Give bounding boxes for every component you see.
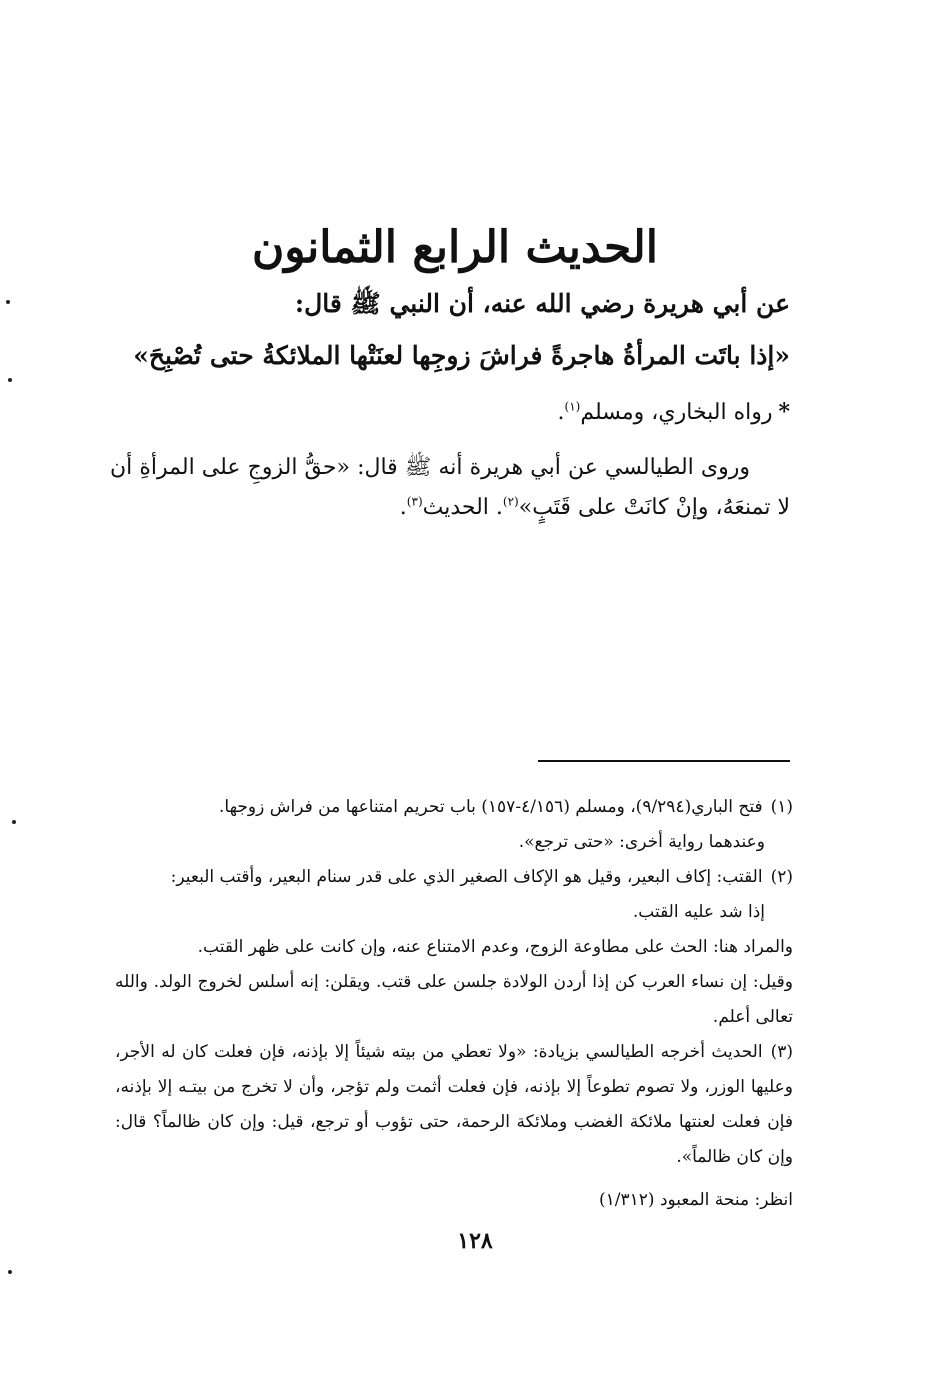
footnote-3 — [115, 1035, 793, 1175]
tayalisi-text: وروى الطيالسي عن أبي هريرة أنه ﷺ قال: «حقُّ الزوجِ على المرأةِ أن لا تمنعَهُ، وإنْ كانَتْ على قَتَبٍ» — [110, 455, 790, 520]
tayalisi-end: . — [399, 495, 407, 520]
footnote-1-line-1: فتح الباري(٩/٢٩٤)، ومسلم (٤/١٥٦-١٥٧) باب تحريم امتناعها من فراش زوجها. — [219, 797, 763, 817]
scan-speck — [8, 378, 12, 382]
narration-line — [100, 394, 790, 431]
tayalisi-mid: . الحديث — [422, 495, 503, 520]
footnote-3-number: (٣) — [770, 1042, 793, 1062]
scan-speck — [12, 820, 16, 824]
narration-end: . — [557, 400, 565, 425]
footnote-1-line-2: وعندهما رواية أخرى: «حتى ترجع». — [518, 832, 765, 852]
footnote-separator — [538, 760, 790, 762]
footnote-ref-3: (٣) — [406, 494, 423, 509]
footnote-1-number: (١) — [770, 797, 793, 817]
page-number: ١٢٨ — [457, 1228, 493, 1254]
hadith-intro: عن أبي هريرة رضي الله عنه، أن النبي ﷺ قال: — [294, 289, 790, 318]
footnote-2-paragraph-2: والمراد هنا: الحث على مطاوعة الزوج، وعدم الامتناع عنه، وإن كانت على ظهر القتب. — [197, 937, 793, 957]
footnote-2-line-1: القتب: إكاف البعير، وقيل هو الإكاف الصغير الذي على قدر سنام البعير، وأقتب البعير: — [170, 867, 763, 887]
hadith-title: الحديث الرابع الثمانون — [251, 222, 659, 273]
footnote-2-paragraph-3: وقيل: إن نساء العرب كن إذا أردن الولادة جلسن على قتب. ويقلن: إنه أسلس لخروج الولد. والله تعالى أعلم. — [115, 972, 793, 1027]
footnote-2 — [115, 860, 793, 1035]
scan-speck — [8, 1270, 12, 1274]
footnote-2-number: (٢) — [770, 867, 793, 887]
star-marker: * — [778, 399, 790, 425]
footnote-ref-2: (٢) — [502, 494, 519, 509]
tayalisi-paragraph — [110, 448, 790, 528]
footnote-1 — [115, 790, 793, 860]
scan-speck — [6, 300, 10, 304]
narration-text: رواه البخاري، ومسلم — [580, 400, 773, 425]
footnote-2-line-2: إذا شد عليه القتب. — [632, 902, 765, 922]
hadith-text: «إذا باتَت المرأةُ هاجرةً فراشَ زوجِها لعنَتْها الملائكةُ حتى تُصْبِحَ» — [133, 341, 790, 370]
footnotes-section — [115, 790, 793, 1218]
footnote-reference-look: انظر: منحة المعبود (١/٣١٢) — [599, 1190, 793, 1210]
footnote-ref-1: (١) — [564, 399, 581, 414]
footnote-3-text: الحديث أخرجه الطيالسي بزيادة: «ولا تعطي من بيته شيئاً إلا بإذنه، فإن فعلت كان له الأجر، وعليها الوزر، ولا تصوم تطوعاً إلا بإذنه، فإن فعلت أثمت ولم تؤجر، وأن لا تخرج من بيتـه إلا بإذنه، فإن فعلت لعنتها ملائكة الغضب وملائكة الرحمة، حتى تؤوب أو ترجع، قيل: وإن كان ظالماً؟ قال: وإن كان ظالماً». — [115, 1042, 793, 1167]
